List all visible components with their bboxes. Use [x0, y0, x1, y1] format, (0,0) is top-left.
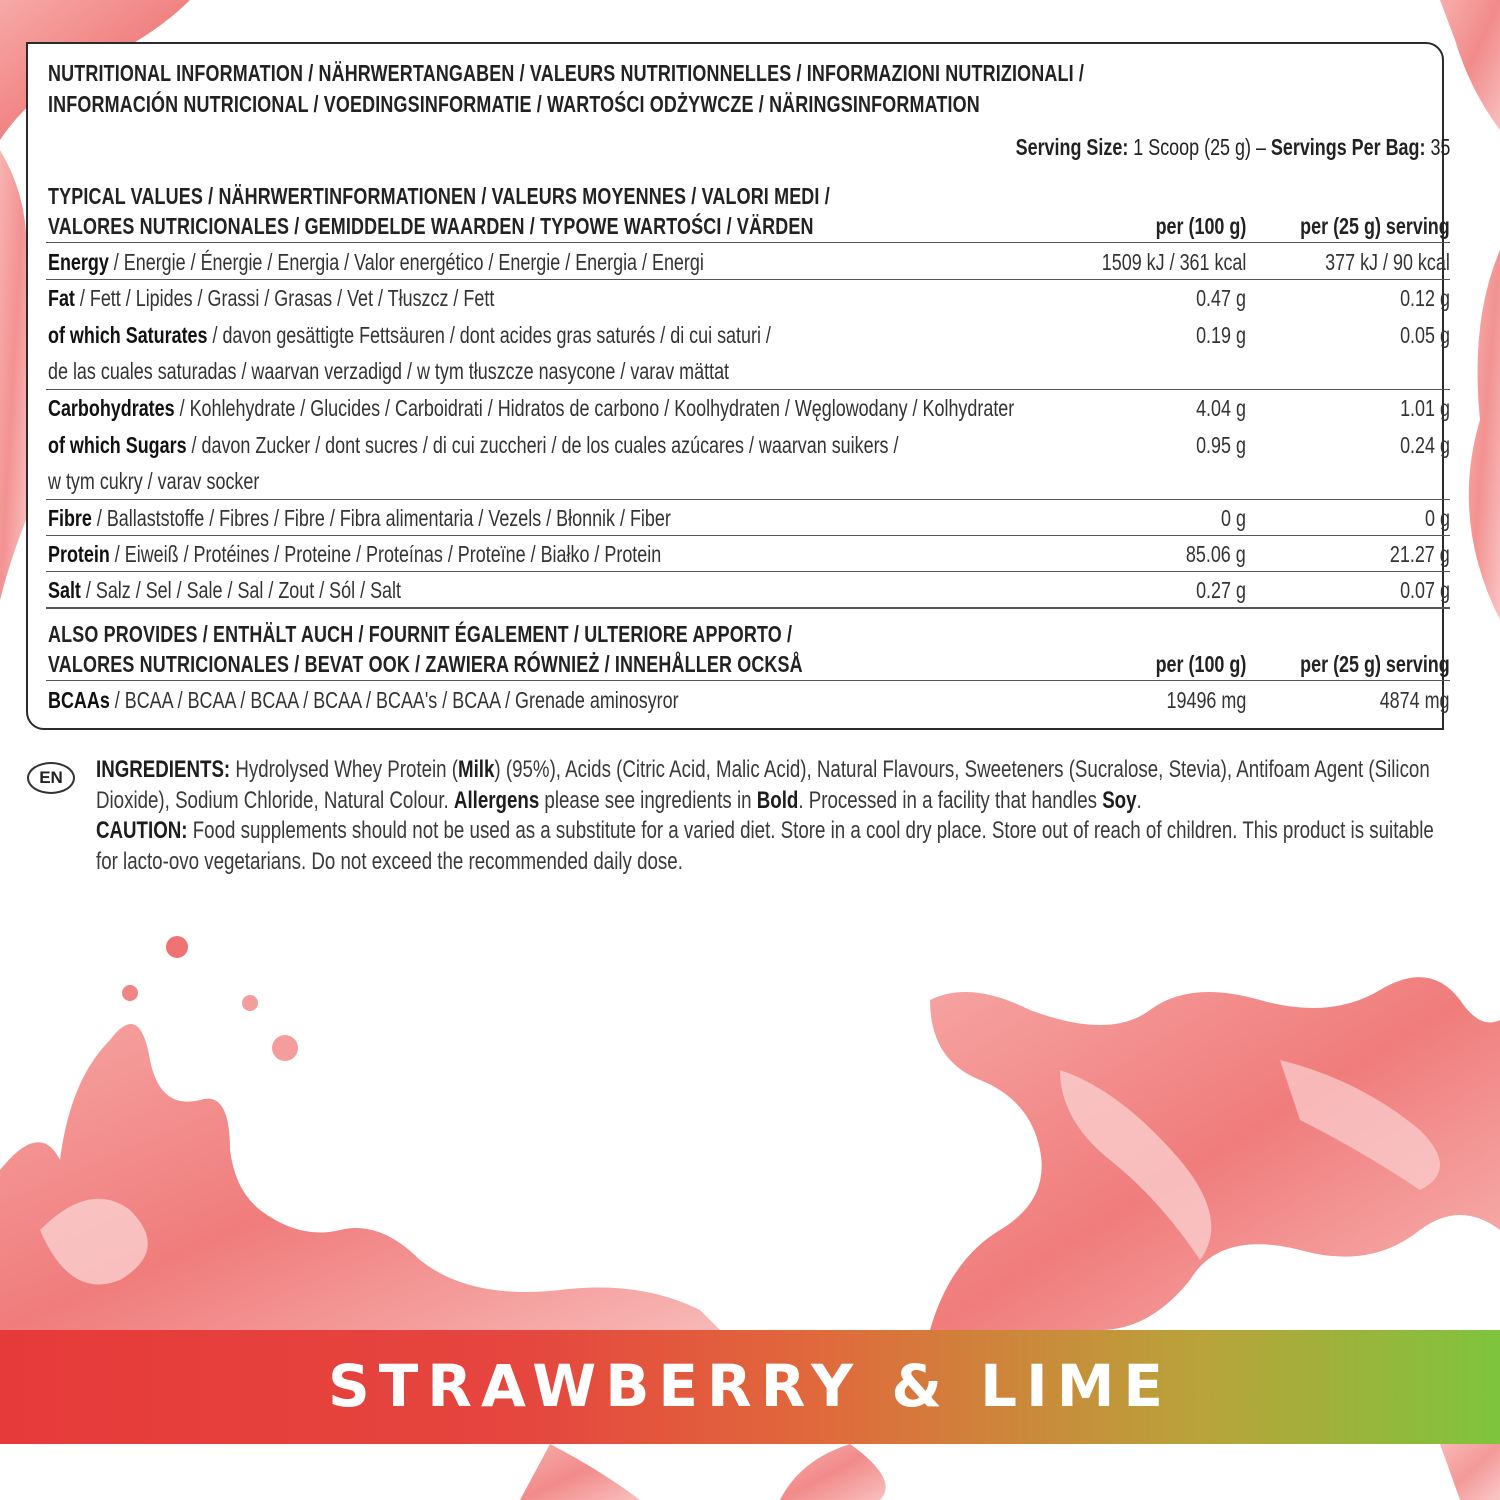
table-divider [46, 535, 1450, 536]
serving-info [1015, 134, 1450, 161]
saturates-per-100g: 0.19 g [1196, 322, 1246, 348]
nutrient-row-saturates-cont: de las cuales saturadas / waarvan verzadigd / w tym tłuszcze nasycone / varav mättat [48, 358, 730, 384]
also-provides-line-2: VALORES NUTRICIONALES / BEVAT OOK / ZAWIERA RÓWNIEŻ / INNEHÅLLER OCKSÅ [48, 651, 803, 677]
bcaas-per-serving: 4874 mg [1380, 687, 1450, 713]
nutrition-heading-line-2: INFORMACIÓN NUTRICIONAL / VOEDINGSINFORMATIE / WARTOŚCI ODŻYWCZE / NÄRINGSINFORMATION [48, 91, 980, 117]
allergens-label: Allergens [453, 786, 540, 814]
salt-per-100g: 0.27 g [1196, 577, 1246, 603]
energy-per-serving: 377 kJ / 90 kcal [1325, 249, 1450, 275]
nutrient-row-bcaas: BCAAs / BCAA / BCAA / BCAA / BCAA / BCAA's / BCAA / Grenade aminosyror [48, 687, 679, 713]
servings-per-bag-label: Servings Per Bag: [1270, 134, 1426, 160]
typical-values-line-2: VALORES NUTRICIONALES / GEMIDDELDE WAARDEN / TYPOWE WARTOŚCI / VÄRDEN [48, 213, 814, 239]
ingredients-text: INGREDIENTS: Hydrolysed Whey Protein (Milk) (95%), Acids (Citric Acid, Malic Acid), Natural Flavours, Sweeteners (Sucralose, Stevia), Antifoam Agent (Silicon Dioxide), Sodium Chloride, Natural Colour. Allergens please see ingredients in Bold. Processed in a facility that handles Soy. CAUTION: Food supplements should not be used as a substitute for a varied diet. Store in a cool dry place. Store out of reach of children. This product is suitable for lacto-ovo vegetarians. Do not exceed the recommended daily dose. [96, 756, 1434, 875]
serving-size-label: Serving Size: [1015, 134, 1128, 160]
flavour-title: STRAWBERRY & LIME [327, 1352, 1173, 1420]
also-provides-line-1: ALSO PROVIDES / ENTHÄLT AUCH / FOURNIT ÉGALEMENT / ULTERIORE APPORTO / [48, 621, 793, 647]
fibre-per-serving: 0 g [1425, 505, 1450, 531]
nutrient-row-sugars-cont: w tym cukry / varav socker [48, 468, 260, 494]
allergen-soy: Soy [1102, 786, 1137, 814]
serving-size-value: 1 Scoop (25 g) [1132, 134, 1251, 160]
table-divider [46, 680, 1450, 681]
nutrient-row-carbohydrates: Carbohydrates / Kohlehydrate / Glucides / Carboidrati / Hidratos de carbono / Koolhydraten / Węglowodany / Kolhydrater [48, 395, 1015, 421]
fat-per-serving: 0.12 g [1400, 285, 1450, 311]
protein-per-100g: 85.06 g [1186, 541, 1246, 567]
nutrient-row-sugars: of which Sugars / davon Zucker / dont sucres / di cui zuccheri / de los cuales azúcares / waarvan suikers / [48, 432, 899, 458]
language-badge-en: EN [27, 762, 75, 794]
column-header-per-100g: per (100 g) [1155, 213, 1246, 239]
table-divider [46, 499, 1450, 500]
saturates-per-serving: 0.05 g [1400, 322, 1450, 348]
allergen-milk: Milk [458, 756, 495, 783]
sugars-per-serving: 0.24 g [1400, 432, 1450, 458]
ingredients-label: INGREDIENTS: [96, 756, 231, 783]
salt-per-serving: 0.07 g [1400, 577, 1450, 603]
nutrition-panel [26, 42, 1450, 730]
nutrient-row-protein: Protein / Eiweiß / Protéines / Proteine / Proteínas / Proteïne / Białko / Protein [48, 541, 662, 567]
nutrient-row-fibre: Fibre / Ballaststoffe / Fibres / Fibre / Fibra alimentaria / Vezels / Błonnik / Fiber [48, 505, 671, 531]
nutrition-heading-line-1: NUTRITIONAL INFORMATION / NÄHRWERTANGABEN / VALEURS NUTRITIONNELLES / INFORMAZIONI NUTRIZIONALI / [48, 60, 1085, 86]
table-divider [46, 571, 1450, 572]
energy-per-100g: 1509 kJ / 361 kcal [1101, 249, 1246, 275]
typical-values-line-1: TYPICAL VALUES / NÄHRWERTINFORMATIONEN / VALEURS MOYENNES / VALORI MEDI / [48, 183, 830, 209]
table-divider [46, 607, 1450, 609]
servings-per-bag-value: 35 [1430, 134, 1450, 160]
nutrient-row-saturates: of which Saturates / davon gesättigte Fettsäuren / dont acides gras saturés / di cui saturi / [48, 322, 771, 348]
fat-per-100g: 0.47 g [1196, 285, 1246, 311]
column-header-per-serving: per (25 g) serving [1300, 213, 1450, 239]
nutrient-row-energy: Energy / Energie / Énergie / Energia / Valor energético / Energie / Energia / Energi [48, 249, 704, 275]
also-column-header-per-100g: per (100 g) [1155, 651, 1246, 677]
caution-label: CAUTION: [96, 817, 188, 844]
sugars-per-100g: 0.95 g [1196, 432, 1246, 458]
table-divider [46, 279, 1450, 280]
carbohydrates-per-100g: 4.04 g [1196, 395, 1246, 421]
nutrient-row-salt: Salt / Salz / Sel / Sale / Sal / Zout / Sól / Salt [48, 577, 401, 603]
also-column-header-per-serving: per (25 g) serving [1300, 651, 1450, 677]
carbohydrates-per-serving: 1.01 g [1400, 395, 1450, 421]
nutrient-row-fat: Fat / Fett / Lipides / Grassi / Grasas / Vet / Tłuszcz / Fett [48, 285, 495, 311]
caution-text: Food supplements should not be used as a substitute for a varied diet. Store in a cool dry place. Store out of reach of children. This product is suitable for lacto-ovo vegetarians. Do not exceed the recommended daily dose. [96, 817, 1434, 875]
bcaas-per-100g: 19496 mg [1166, 687, 1246, 713]
table-divider [46, 389, 1450, 390]
serving-dash: – [1250, 134, 1271, 160]
protein-per-serving: 21.27 g [1390, 541, 1450, 567]
fibre-per-100g: 0 g [1221, 505, 1246, 531]
table-divider [46, 242, 1450, 243]
